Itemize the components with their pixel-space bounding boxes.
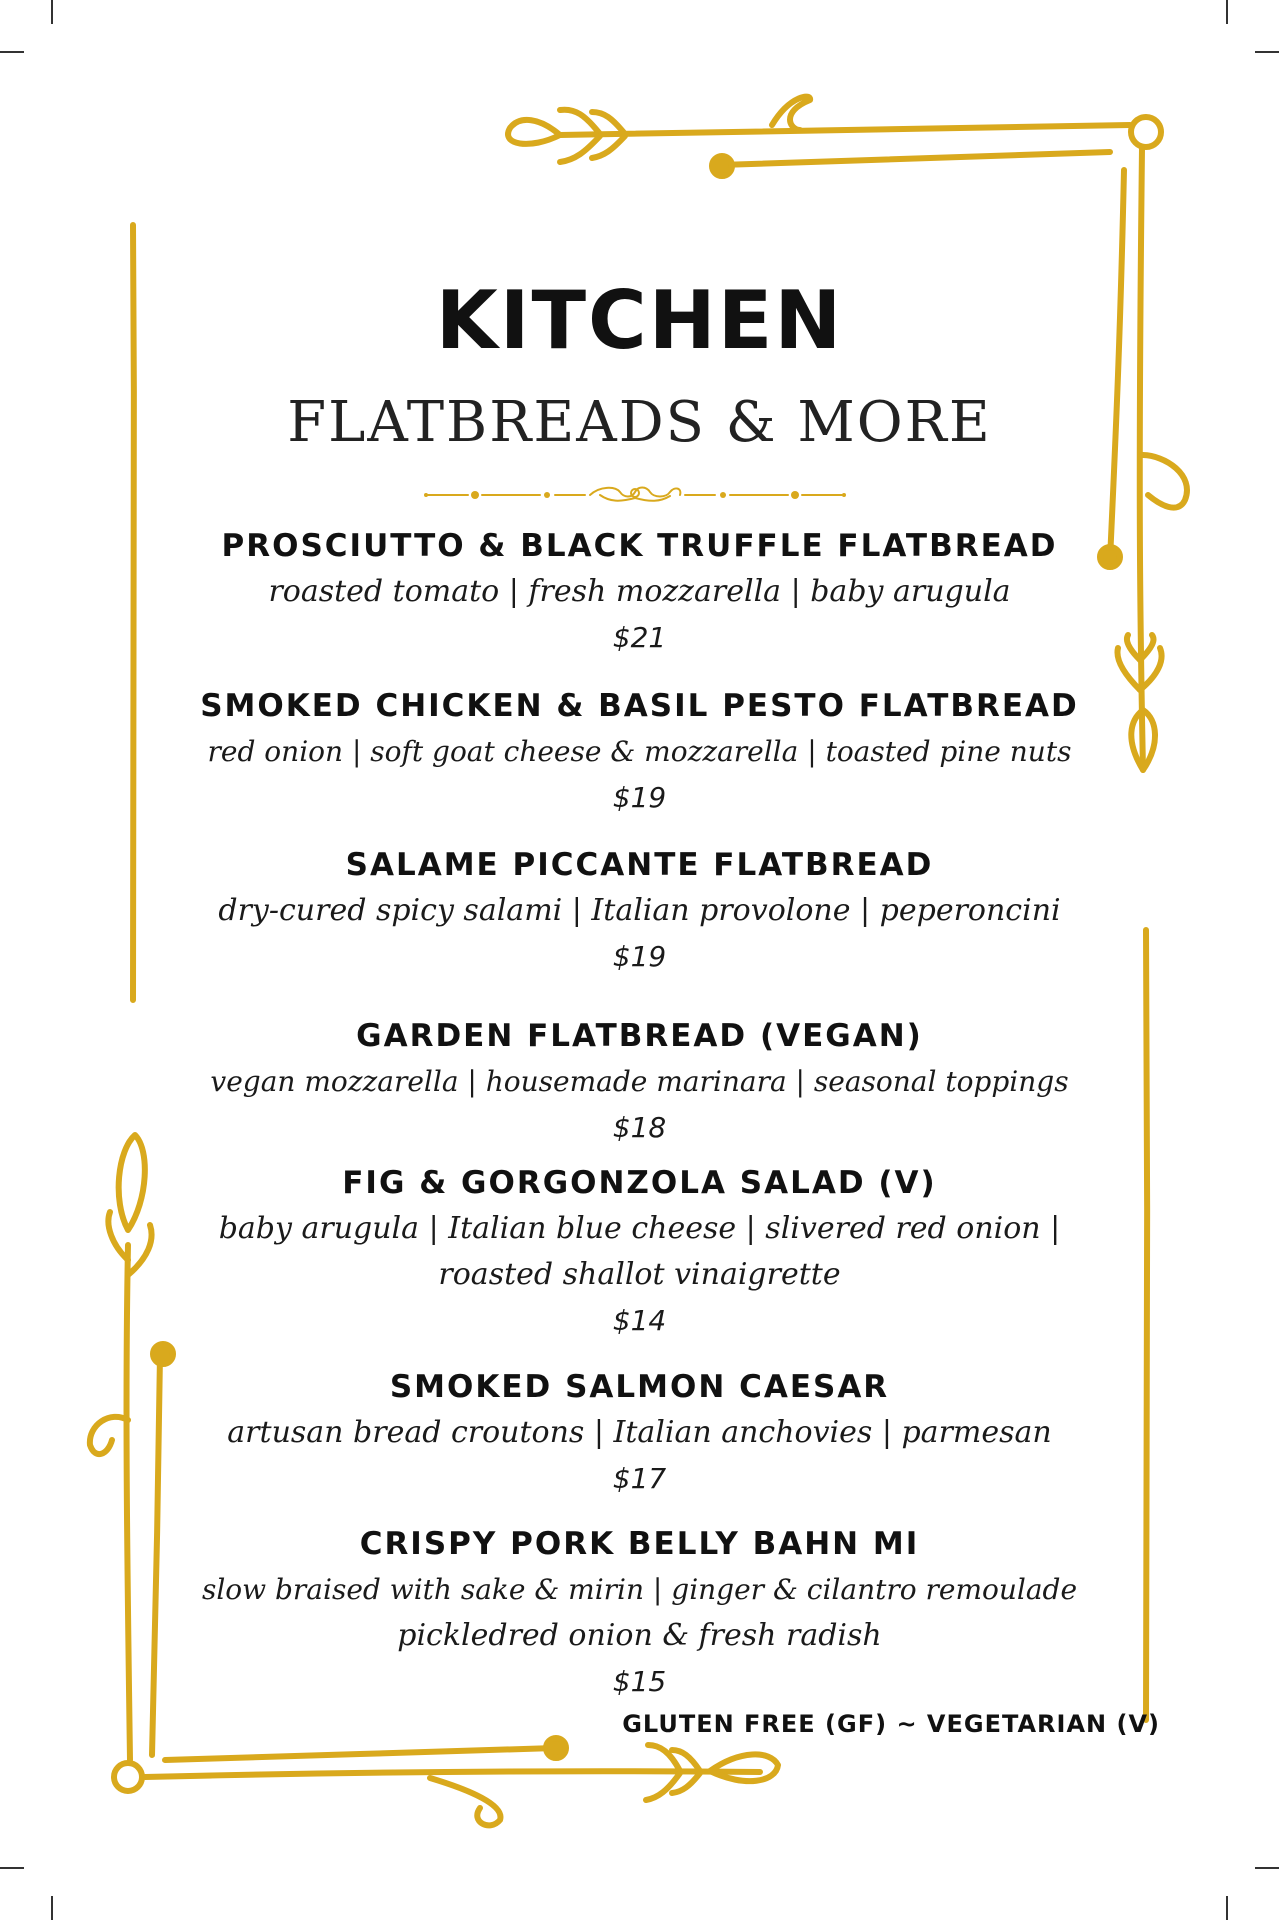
menu-item-description: vegan mozzarella | housemade marinara | seasonal toppings (210, 1065, 1069, 1098)
page-subtitle: FLATBREADS & MORE (287, 390, 992, 455)
menu-item-description: roasted tomato | fresh mozzarella | baby arugula (268, 574, 1011, 609)
menu-item-price: $19 (612, 940, 667, 973)
menu-item-name: FIG & GORGONZOLA SALAD (V) (342, 1165, 937, 1201)
menu-item-description: dry-cured spicy salami | Italian provolone | peperoncini (218, 893, 1061, 928)
menu-item (120, 1013, 1159, 1151)
menu-item-description: artusan bread croutons | Italian anchovies | parmesan (227, 1415, 1052, 1450)
menu-item (120, 683, 1159, 821)
menu-item (120, 523, 1159, 661)
menu-item-price: $15 (612, 1665, 667, 1698)
ornamental-divider (420, 482, 850, 508)
menu-item-price: $17 (612, 1462, 667, 1495)
menu-item (120, 1521, 1159, 1705)
dietary-legend: GLUTEN FREE (GF) ~ VEGETARIAN (V) (622, 1710, 1160, 1738)
menu-item (120, 842, 1159, 980)
menu-item-name: CRISPY PORK BELLY BAHN MI (359, 1526, 920, 1562)
top-vine-ornament (508, 97, 1161, 176)
menu-item-price: $14 (612, 1304, 667, 1337)
menu-item (120, 1160, 1159, 1344)
menu-item-price: $18 (612, 1111, 667, 1144)
menu-item (120, 1364, 1159, 1502)
menu-item-name: SMOKED CHICKEN & BASIL PESTO FLATBREAD (200, 688, 1079, 724)
menu-item-name: GARDEN FLATBREAD (VEGAN) (356, 1018, 923, 1054)
menu-item-price: $21 (612, 621, 667, 654)
menu-item-name: SMOKED SALMON CAESAR (389, 1369, 890, 1405)
menu-item-name: PROSCIUTTO & BLACK TRUFFLE FLATBREAD (221, 528, 1058, 564)
menu-item-description: slow braised with sake & mirin | ginger & cilantro remoulade (201, 1573, 1078, 1606)
menu-item-name: SALAME PICCANTE FLATBREAD (345, 847, 934, 883)
page-title: KITCHEN (435, 274, 844, 367)
menu-item-description-line-2: roasted shallot vinaigrette (438, 1257, 841, 1292)
menu-item-price: $19 (612, 781, 667, 814)
menu-item-description-line-2: pickledred onion & fresh radish (397, 1618, 882, 1653)
right-vine-ornament (1100, 148, 1187, 770)
menu-item-description: red onion | soft goat cheese & mozzarella | toasted pine nuts (207, 735, 1072, 768)
menu-item-description: baby arugula | Italian blue cheese | slivered red onion | (218, 1211, 1061, 1246)
